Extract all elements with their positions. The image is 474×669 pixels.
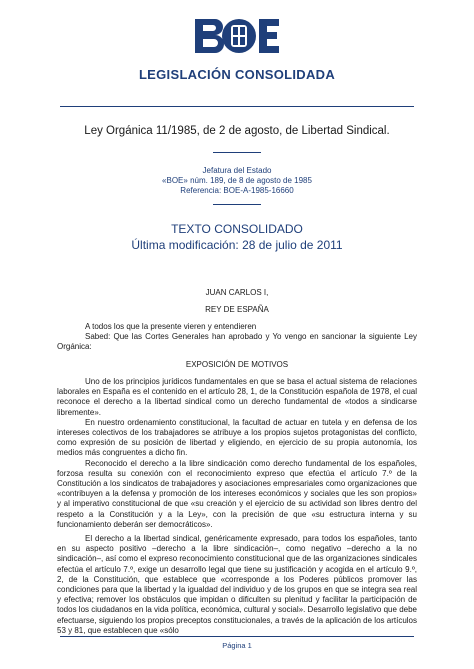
ref-boe: «BOE» núm. 189, de 8 de agosto de 1985 — [162, 176, 312, 185]
paragraph: Reconocido el derecho a la libre sindicación como derecho fundamental de los españoles, forzosa resulta su conexión con el reconocimiento expreso que efectúa el artículo 7.º de la Constitución a los sindicatos de trabajadores y asociaciones empresariales como organizaciones que «contribuyen a la defensa y promoción de los intereses económicos y sociales que les son propios» y al imperativo constitucional de que «su creación y el ejercicio de su actividad son libres dentro del respeto a la Constitución y a la Ley», con la precisión de que «su estructura interna y su funcionamiento deberán ser democráticos». — [57, 458, 417, 529]
paragraph: Uno de los principios jurídicos fundamentales en que se basa el actual sistema de relaciones laborales en España es el contenido en el artículo 28, 1, de la Constitución española de 1978, el cual reconoce el derecho a la libertad sindical como un derecho fundamental de «todos a sindicarse libremente». — [57, 377, 417, 417]
page-number: Página 1 — [222, 641, 252, 650]
consolidated-heading: TEXTO CONSOLIDADO — [171, 222, 303, 236]
boe-logo — [193, 15, 281, 57]
last-modified: Última modificación: 28 de julio de 2011 — [131, 238, 343, 252]
preamble — [57, 322, 417, 353]
title-divider — [60, 106, 414, 107]
boe-logo-mark — [193, 15, 281, 57]
preamble-greeting: A todos los que la presente vieren y entendieren — [85, 322, 257, 331]
preamble-know: Sabed: Que las Cortes Generales han aprobado y Yo vengo en sancionar la siguiente Ley Orgánica: — [57, 332, 417, 352]
law-title: Ley Orgánica 11/1985, de 2 de agosto, de Libertad Sindical. — [84, 125, 390, 137]
footer-divider — [60, 636, 414, 637]
ref-code: Referencia: BOE-A-1985-16660 — [180, 186, 294, 195]
preamble-king-title: REY DE ESPAÑA — [205, 305, 269, 314]
paragraph: El derecho a la libertad sindical, genéricamente expresado, para todos los españoles, tanto en su aspecto positivo –derecho a la libre sindicación–, como negativo –derecho a la no sindicación–, así como el expreso reconocimiento constitucional que de las organizaciones sindicales efectúa el artículo 7.º, exige un desarrollo legal que tiene su justificación y acogida en el artículo 9.º, 2, de la Constitución, que establece que «corresponde a los Poderes públicos promover las condiciones para que la libertad y la igualdad del individuo y de los grupos en que se integra sea real y efectiva; remover los obstáculos que impidan o dificulten su plenitud y facilitar la participación de todos los ciudadanos en la vida política, económica, cultural y social». Desarrollo legislativo que debe efectuarse, siguiendo los propios preceptos constitucionales, a través de la aplicación de los artículos 53 y 81, que establecen que «sólo — [57, 534, 417, 635]
ref-department: Jefatura del Estado — [202, 166, 272, 175]
exposition-body — [57, 377, 417, 636]
paragraph: En nuestro ordenamiento constitucional, la facultad de actuar en tutela y en defensa de los intereses colectivos de los trabajadores se atribuye a los propios sujetos protagonistas del conflicto, como expresión de su posición de libertad y eligiendo, en ejercicio de su propia autonomía, los medios más congruentes a dicho fin. — [57, 417, 417, 458]
divider-top — [213, 152, 261, 153]
section-title: EXPOSICIÓN DE MOTIVOS — [185, 360, 289, 369]
preamble-king: JUAN CARLOS I, — [205, 288, 269, 297]
page-title: LEGISLACIÓN CONSOLIDADA — [138, 67, 336, 82]
divider-bottom — [213, 204, 261, 205]
